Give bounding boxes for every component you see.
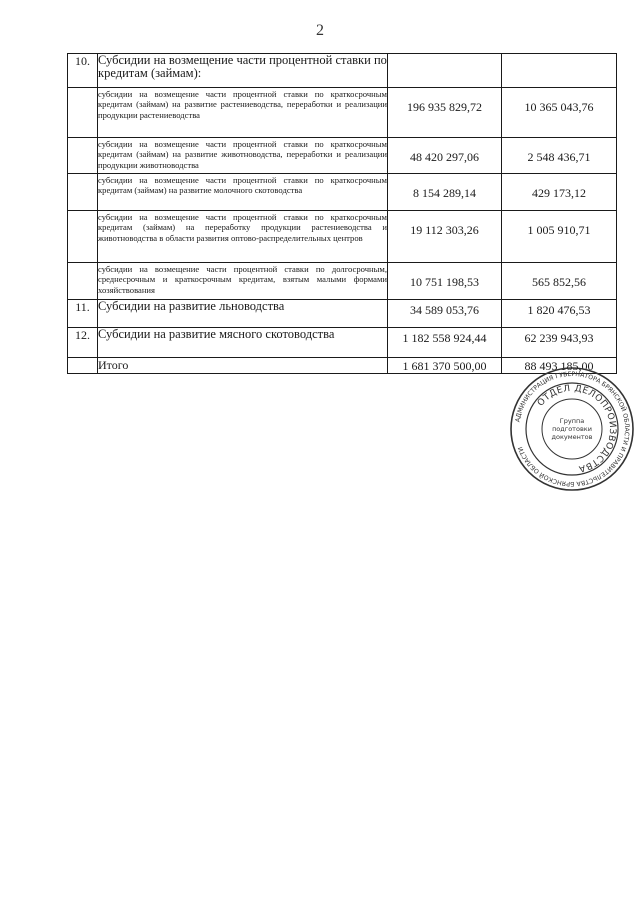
amount-cell: 2 548 436,71 — [502, 138, 617, 174]
row-number — [68, 211, 98, 263]
amount-cell: 196 935 829,72 — [388, 88, 502, 138]
stamp-center-line-1: Группа — [559, 417, 585, 425]
row-number — [68, 174, 98, 211]
total-amount: 1 681 370 500,00 — [388, 358, 502, 374]
table-row — [68, 174, 617, 211]
stamp-center-line-3: документов — [551, 433, 593, 441]
amount-cell: 62 239 943,93 — [502, 328, 617, 358]
table-row — [68, 328, 617, 358]
office-stamp — [508, 365, 636, 493]
amount-cell: 8 154 289,14 — [388, 174, 502, 211]
table-row — [68, 300, 617, 328]
stamp-center-line-2: подготовки — [552, 425, 592, 433]
row-name: субсидии на возмещение части процентной ставки по краткосрочным кредитам (займам) на развитие растениеводства, переработки и реализации продукции растениеводства — [98, 88, 388, 138]
row-name: Субсидии на развитие льноводства — [98, 300, 388, 328]
table-row — [68, 263, 617, 300]
amount-cell: 1 820 476,53 — [502, 300, 617, 328]
total-amount: 88 493 185,00 — [502, 358, 617, 374]
table-row — [68, 211, 617, 263]
row-name: субсидии на возмещение части процентной ставки по краткосрочным кредитам (займам) на развитие животноводства, переработки и реализации продукции животноводства — [98, 138, 388, 174]
stamp-outer-text: АДМИНИСТРАЦИЯ ГУБЕРНАТОРА БРЯНСКОЙ ОБЛАСТИ И ПРАВИТЕЛЬСТВА БРЯНСКОЙ ОБЛАСТИ — [514, 370, 631, 488]
row-number: 12. — [68, 328, 98, 358]
amount-cell: 10 751 198,53 — [388, 263, 502, 300]
row-number: 10. — [68, 54, 98, 88]
row-name: субсидии на возмещение части процентной ставки по краткосрочным кредитам (займам) на развитие молочного скотоводства — [98, 174, 388, 211]
row-number — [68, 263, 98, 300]
row-number — [68, 88, 98, 138]
table-row — [68, 88, 617, 138]
amount-cell: 1 005 910,71 — [502, 211, 617, 263]
row-number — [68, 138, 98, 174]
row-number — [68, 358, 98, 374]
row-name: субсидии на возмещение части процентной ставки по долгосрочным, среднесрочным и краткосрочным кредитам, взятым малыми формами хозяйствования — [98, 263, 388, 300]
table-row — [68, 138, 617, 174]
amount-cell — [502, 54, 617, 88]
row-name: субсидии на возмещение части процентной ставки по краткосрочным кредитам (займам) на переработку продукции растениеводства и животноводства в области развития оптово-распределительных центров — [98, 211, 388, 263]
total-label: Итого — [98, 358, 388, 374]
table-row — [68, 54, 617, 88]
amount-cell: 34 589 053,76 — [388, 300, 502, 328]
amount-cell — [388, 54, 502, 88]
row-name: Субсидии на возмещение части процентной ставки по кредитам (займам): — [98, 54, 388, 88]
amount-cell: 565 852,56 — [502, 263, 617, 300]
amount-cell: 10 365 043,76 — [502, 88, 617, 138]
subsidies-table — [67, 53, 617, 374]
amount-cell: 48 420 297,06 — [388, 138, 502, 174]
amount-cell: 1 182 558 924,44 — [388, 328, 502, 358]
amount-cell: 19 112 303,26 — [388, 211, 502, 263]
page-number: 2 — [316, 22, 324, 39]
stamp-inner-text: ОТДЕЛ ДЕЛОПРОИЗВОДСТВА — [535, 383, 618, 474]
stamp-graphic — [508, 365, 636, 493]
row-name: Субсидии на развитие мясного скотоводства — [98, 328, 388, 358]
row-number: 11. — [68, 300, 98, 328]
amount-cell: 429 173,12 — [502, 174, 617, 211]
